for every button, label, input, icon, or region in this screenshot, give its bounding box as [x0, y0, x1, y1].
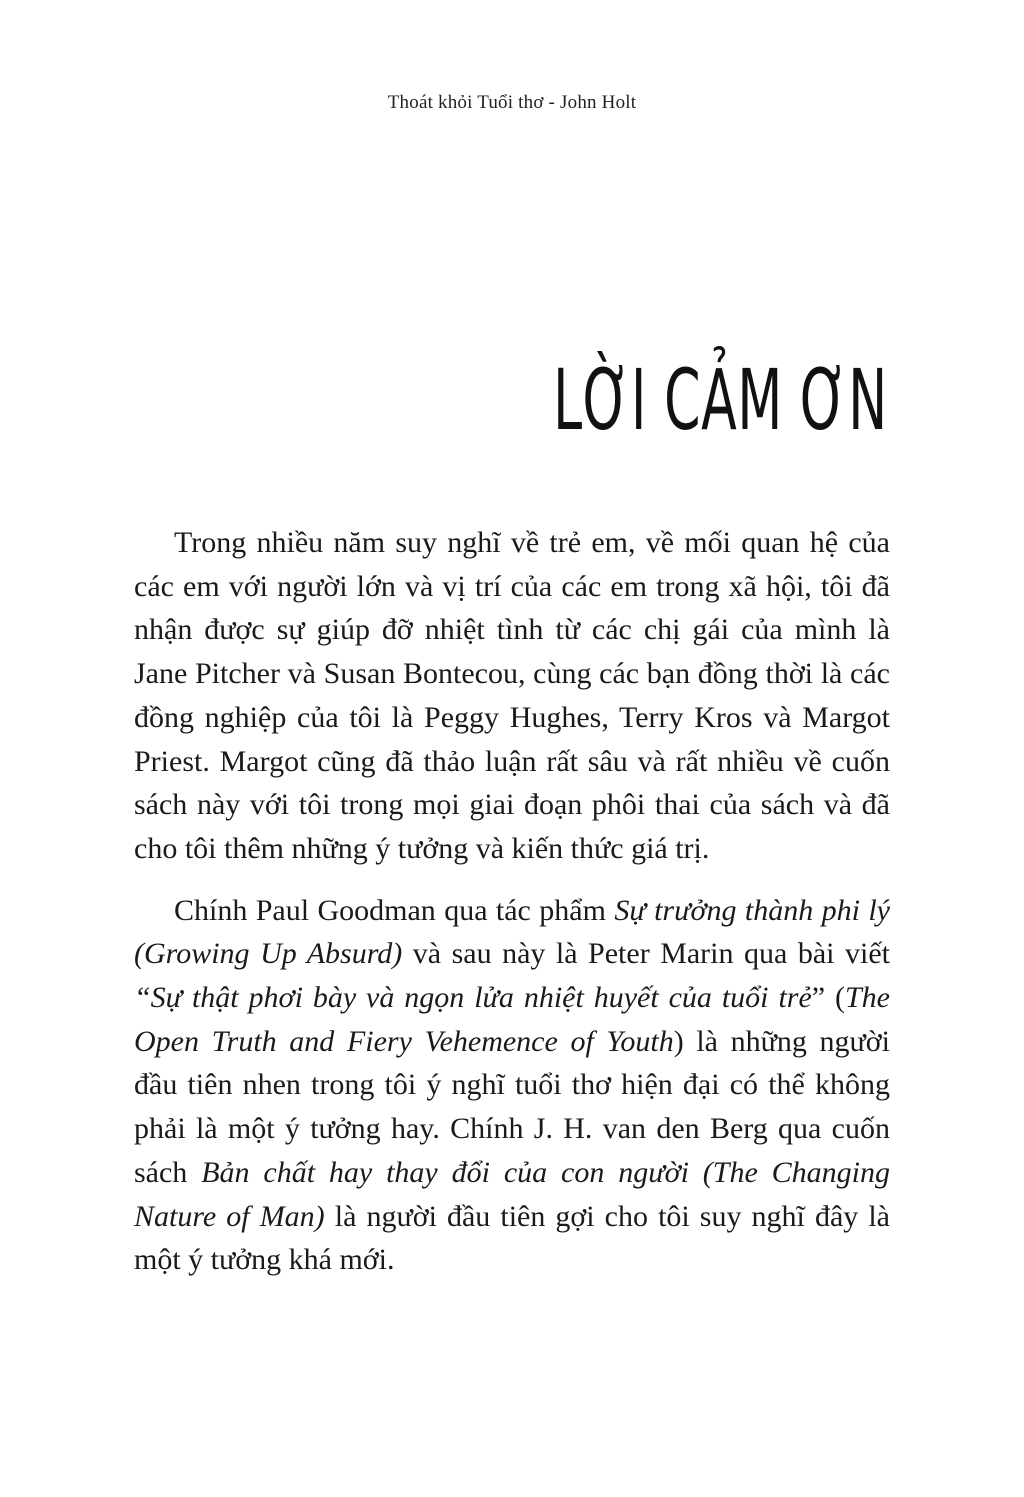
- chapter-title: LỜI CẢM ƠN: [553, 351, 888, 449]
- article-title-open-truth: The Open Truth and Fiery Vehemence of Youth: [134, 981, 890, 1058]
- text-run: ” (: [811, 981, 845, 1015]
- text-run: là người đầu tiên gợi cho tôi suy nghĩ đây là một ý tưởng khá mới.: [134, 1199, 890, 1277]
- body-text: [134, 521, 890, 1300]
- text-run: và sau này là Peter Marin qua bài viết: [402, 937, 890, 971]
- text-run: ) là những người đầu tiên nhen trong tôi ý nghĩ tuổi thơ hiện đại có thể không phải là một ý tưởng hay. Chính J. H. van den Berg qua cuốn sách: [134, 1024, 891, 1189]
- text-run: Chính Paul Goodman qua tác phẩm: [174, 893, 615, 927]
- book-title-changing-nature-of-man: Bản chất hay thay đổi của con người (The Changing Nature of Man): [134, 1155, 890, 1233]
- book-title-growing-up-absurd: Sự trưởng thành phi lý (Growing Up Absurd): [134, 893, 890, 971]
- paragraph-acknowledgement-2: [134, 889, 890, 1282]
- article-title-vietnamese: “Sự thật phơi bày và ngọn lửa nhiệt huyết của tuổi trẻ: [134, 981, 812, 1015]
- running-header: Thoát khỏi Tuổi thơ - John Holt: [387, 92, 637, 113]
- paragraph-acknowledgement-1: Trong nhiều năm suy nghĩ về trẻ em, về mối quan hệ của các em với người lớn và vị trí của các em trong xã hội, tôi đã nhận được sự giúp đỡ nhiệt tình từ các chị gái của mình là Jane Pitcher và Susan Bontecou, cùng các bạn đồng thời là các đồng nghiệp của tôi là Peggy Hughes, Terry Kros và Margot Priest. Margot cũng đã thảo luận rất sâu và rất nhiều về cuốn sách này với tôi trong mọi giai đoạn phôi thai của sách và đã cho tôi thêm những ý tưởng và kiến thức giá trị.: [134, 526, 890, 865]
